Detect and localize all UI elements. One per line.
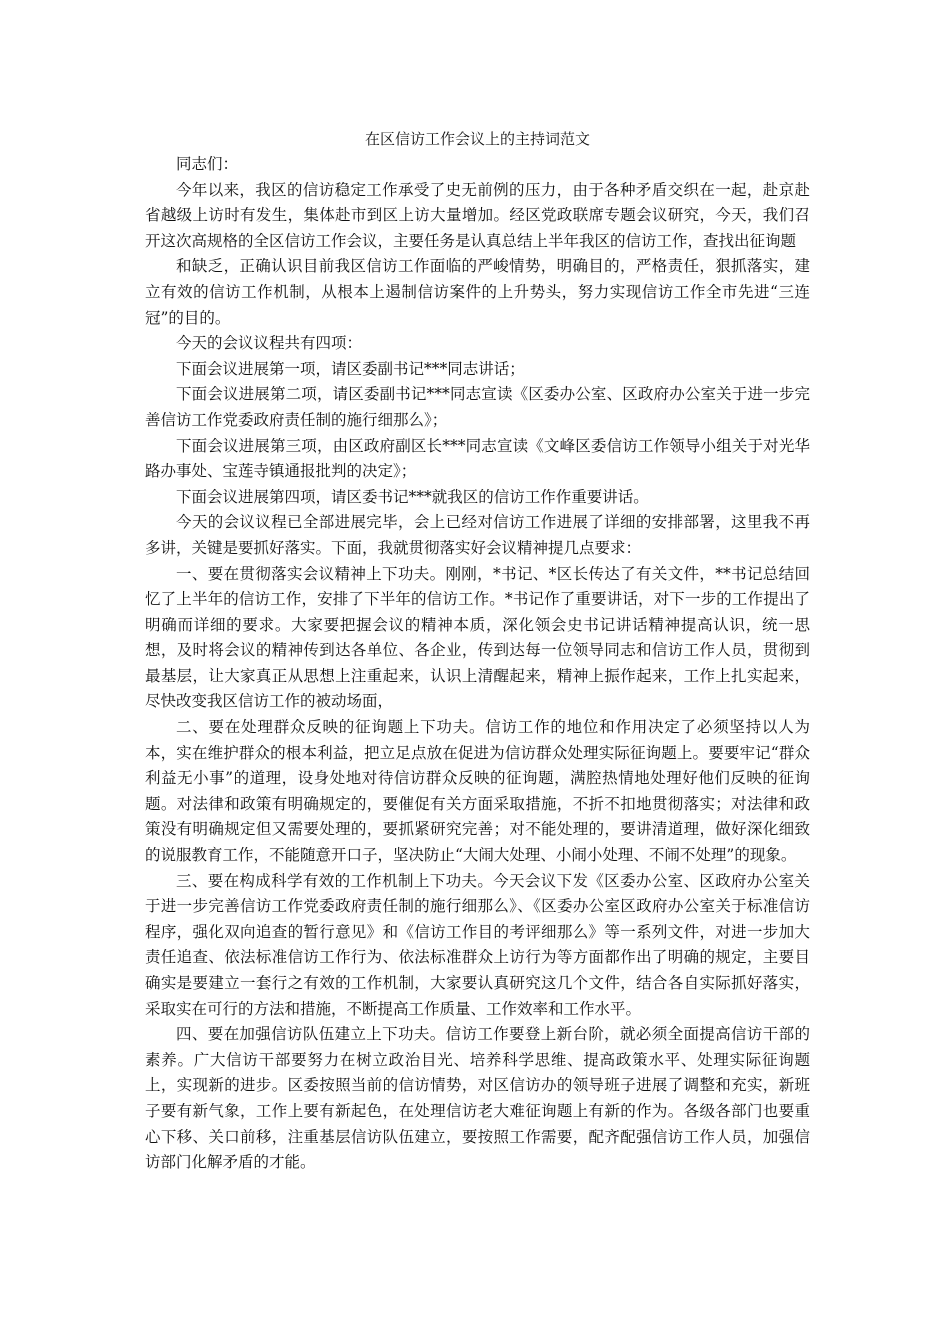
requirement-1-paragraph: 一、要在贯彻落实会议精神上下功夫。刚刚，*书记、*区长传达了有关文件，**书记总结回忆了上半年的信访工作，安排了下半年的信访工作。*书记作了重要讲话，对下一步的工作提出了明确而详细的要求。大家要把握会议的精神本质，深化领会史书记讲话精神提高认识，统一思想，及时将会议的精神传到达各单位、各企业，传到达每一位领导同志和信访工作人员，贯彻到最基层，让大家真正从思想上注重起来，认识上清醒起来，精神上振作起来，工作上扎实起来，尽快改变我区信访工作的被动场面， bbox=[145, 564, 810, 711]
summary-paragraph: 今天的会议议程已全部进展完毕，会上已经对信访工作进展了详细的安排部署，这里我不再多讲，关键是要抓好落实。下面，我就贯彻落实好会议精神提几点要求： bbox=[145, 513, 810, 557]
agenda-item-2-paragraph: 下面会议进展第二项，请区委副书记***同志宣读《区委办公室、区政府办公室关于进一步完善信访工作党委政府责任制的施行细那么》； bbox=[145, 385, 810, 429]
agenda-heading-paragraph: 今天的会议议程共有四项： bbox=[176, 334, 363, 353]
agenda-item-1-paragraph: 下面会议进展第一项，请区委副书记***同志讲话； bbox=[176, 359, 525, 378]
document-title: 在区信访工作会议上的主持词范文 bbox=[364, 130, 590, 148]
requirement-2-paragraph: 二、要在处理群众反映的征询题上下功夫。信访工作的地位和作用决定了必须坚持以人为本，实在维护群众的根本利益，把立足点放在促进为信访群众处理实际征询题上。要要牢记“群众利益无小事”的道理，设身处地对待信访群众反映的征询题，满腔热情地处理好他们反映的征询题。对法律和政策有明确规定的，要催促有关方面采取措施，不折不扣地贯彻落实；对法律和政策没有明确规定但又需要处理的，要抓紧研究完善；对不能处理的，要讲清道理，做好深化细致的说服教育工作，不能随意开口子，坚决防止“大闹大处理、小闹小处理、不闹不处理”的现象。 bbox=[145, 718, 810, 865]
agenda-item-3-paragraph: 下面会议进展第三项，由区政府副区长***同志宣读《文峰区委信访工作领导小组关于对光华路办事处、宝莲寺镇通报批判的决定》； bbox=[145, 436, 810, 481]
agenda-item-4-paragraph: 下面会议进展第四项，请区委书记***就我区的信访工作作重要讲话。 bbox=[176, 487, 649, 506]
requirement-3-paragraph: 三、要在构成科学有效的工作机制上下功夫。今天会议下发《区委办公室、区政府办公室关于进一步完善信访工作党委政府责任制的施行细那么》、《区委办公室区政府办公室关于标准信访程序，强化双向追查的暂行意见》和《信访工作目的考评细那么》等一系列文件，对进一步加大责任追查、依法标准信访工作行为、依法标准群众上访行为等方面都作出了明确的规定，主要目确实是要建立一套行之有效的工作机制，大家要认真研究这几个文件，结合各自实际抓好落实，采取实在可行的方法和措施，不断提高工作质量、工作效率和工作水平。 bbox=[145, 871, 810, 1018]
intro-continued-paragraph: 和缺乏，正确认识目前我区信访工作面临的严峻情势，明确目的，严格责任，狠抓落实，建立有效的信访工作机制，从根本上遏制信访案件的上升势头，努力实现信访工作全市先进“三连冠”的目的。 bbox=[145, 257, 810, 327]
salutation-paragraph: 同志们： bbox=[176, 155, 239, 173]
requirement-4-paragraph: 四、要在加强信访队伍建立上下功夫。信访工作要登上新台阶，就必须全面提高信访干部的素养。广大信访干部要努力在树立政治目光、培养科学思维、提高政策水平、处理实际征询题上，实现新的进步。区委按照当前的信访情势，对区信访办的领导班子进展了调整和充实，新班子要有新气象，工作上要有新起色，在处理信访老大难征询题上有新的作为。各级各部门也要重心下移、关口前移，注重基层信访队伍建立，要按照工作需要，配齐配强信访工作人员，加强信访部门化解矛盾的才能。 bbox=[145, 1025, 810, 1172]
document-page bbox=[145, 126, 810, 1176]
intro-paragraph: 今年以来，我区的信访稳定工作承受了史无前例的压力，由于各种矛盾交织在一起，赴京赴省越级上访时有发生，集体赴市到区上访大量增加。经区党政联席专题会议研究，今天，我们召开这次高规格的全区信访工作会议，主要任务是认真总结上半年我区的信访工作，查找出征询题 bbox=[145, 180, 810, 250]
